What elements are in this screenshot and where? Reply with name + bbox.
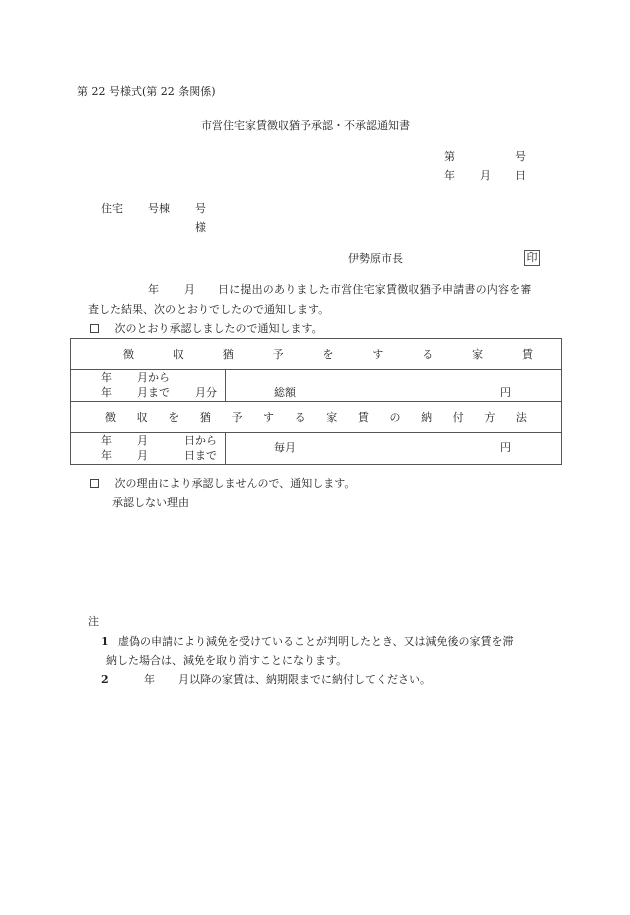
reject-label: 次の理由により承認しませんので、通知します。 [114, 477, 356, 490]
form-reference: 第 22 号様式(第 22 条関係) [77, 85, 216, 98]
note-1-line2: 納した場合は、減免を取り消すことになります。 [106, 654, 348, 667]
seal-mark: 印 [524, 250, 540, 266]
table-header-payment-method: 徴 収 を 猶 予 す る 家 賃 の 納 付 方 法 [71, 402, 562, 433]
approve-label: 次のとおり承認しましたので通知します。 [114, 322, 323, 335]
notes-heading: 注 [88, 615, 99, 628]
recipient-building: 号棟 [148, 202, 170, 215]
intro-text-line2: 査した結果、次のとおりでしたので通知します。 [88, 303, 330, 316]
table-header-deferred-rent: 徴 収 猶 予 を す る 家 賃 [71, 339, 562, 370]
deferral-period-cell: 年 月から 年 月まで 月分 [71, 370, 226, 402]
intro-text-line1: 日に提出のありました市営住宅家賃徴収猶予申請書の内容を審 [218, 283, 532, 296]
approve-checkbox[interactable] [90, 324, 99, 333]
doc-number-suffix: 号 [515, 150, 526, 163]
note-2-year: 年 [144, 673, 155, 686]
intro-year: 年 [148, 283, 159, 296]
reject-option[interactable] [90, 478, 355, 489]
payment-period-cell: 年 月 日から 年 月 日まで [71, 433, 226, 465]
reject-checkbox[interactable] [90, 479, 99, 488]
date-year: 年 [444, 169, 455, 182]
intro-month: 月 [184, 283, 195, 296]
note-1-line1: 虚偽の申請により減免を受けていることが判明したとき、又は減免後の家賃を滞 [118, 635, 514, 648]
total-amount-cell: 総額 円 [226, 370, 562, 402]
document-title: 市営住宅家賃徴収猶予承認・不承認通知書 [201, 119, 410, 132]
date-month: 月 [480, 169, 491, 182]
note-2-number: 2 [101, 673, 109, 686]
issuer-name: 伊勢原市長 [348, 252, 403, 265]
note-1-number: 1 [101, 635, 109, 648]
note-2-text: 月以降の家賃は、納期限までに納付してください。 [178, 673, 431, 686]
doc-number-prefix: 第 [444, 150, 455, 163]
recipient-honorific: 様 [195, 221, 206, 234]
reject-reason-label: 承認しない理由 [112, 496, 189, 509]
approve-option[interactable] [90, 323, 323, 334]
recipient-room: 号 [195, 202, 206, 215]
deferred-rent-table [70, 338, 562, 465]
monthly-amount-cell: 毎月 円 [226, 433, 562, 465]
date-day: 日 [515, 169, 526, 182]
recipient-housing: 住宅 [101, 202, 123, 215]
